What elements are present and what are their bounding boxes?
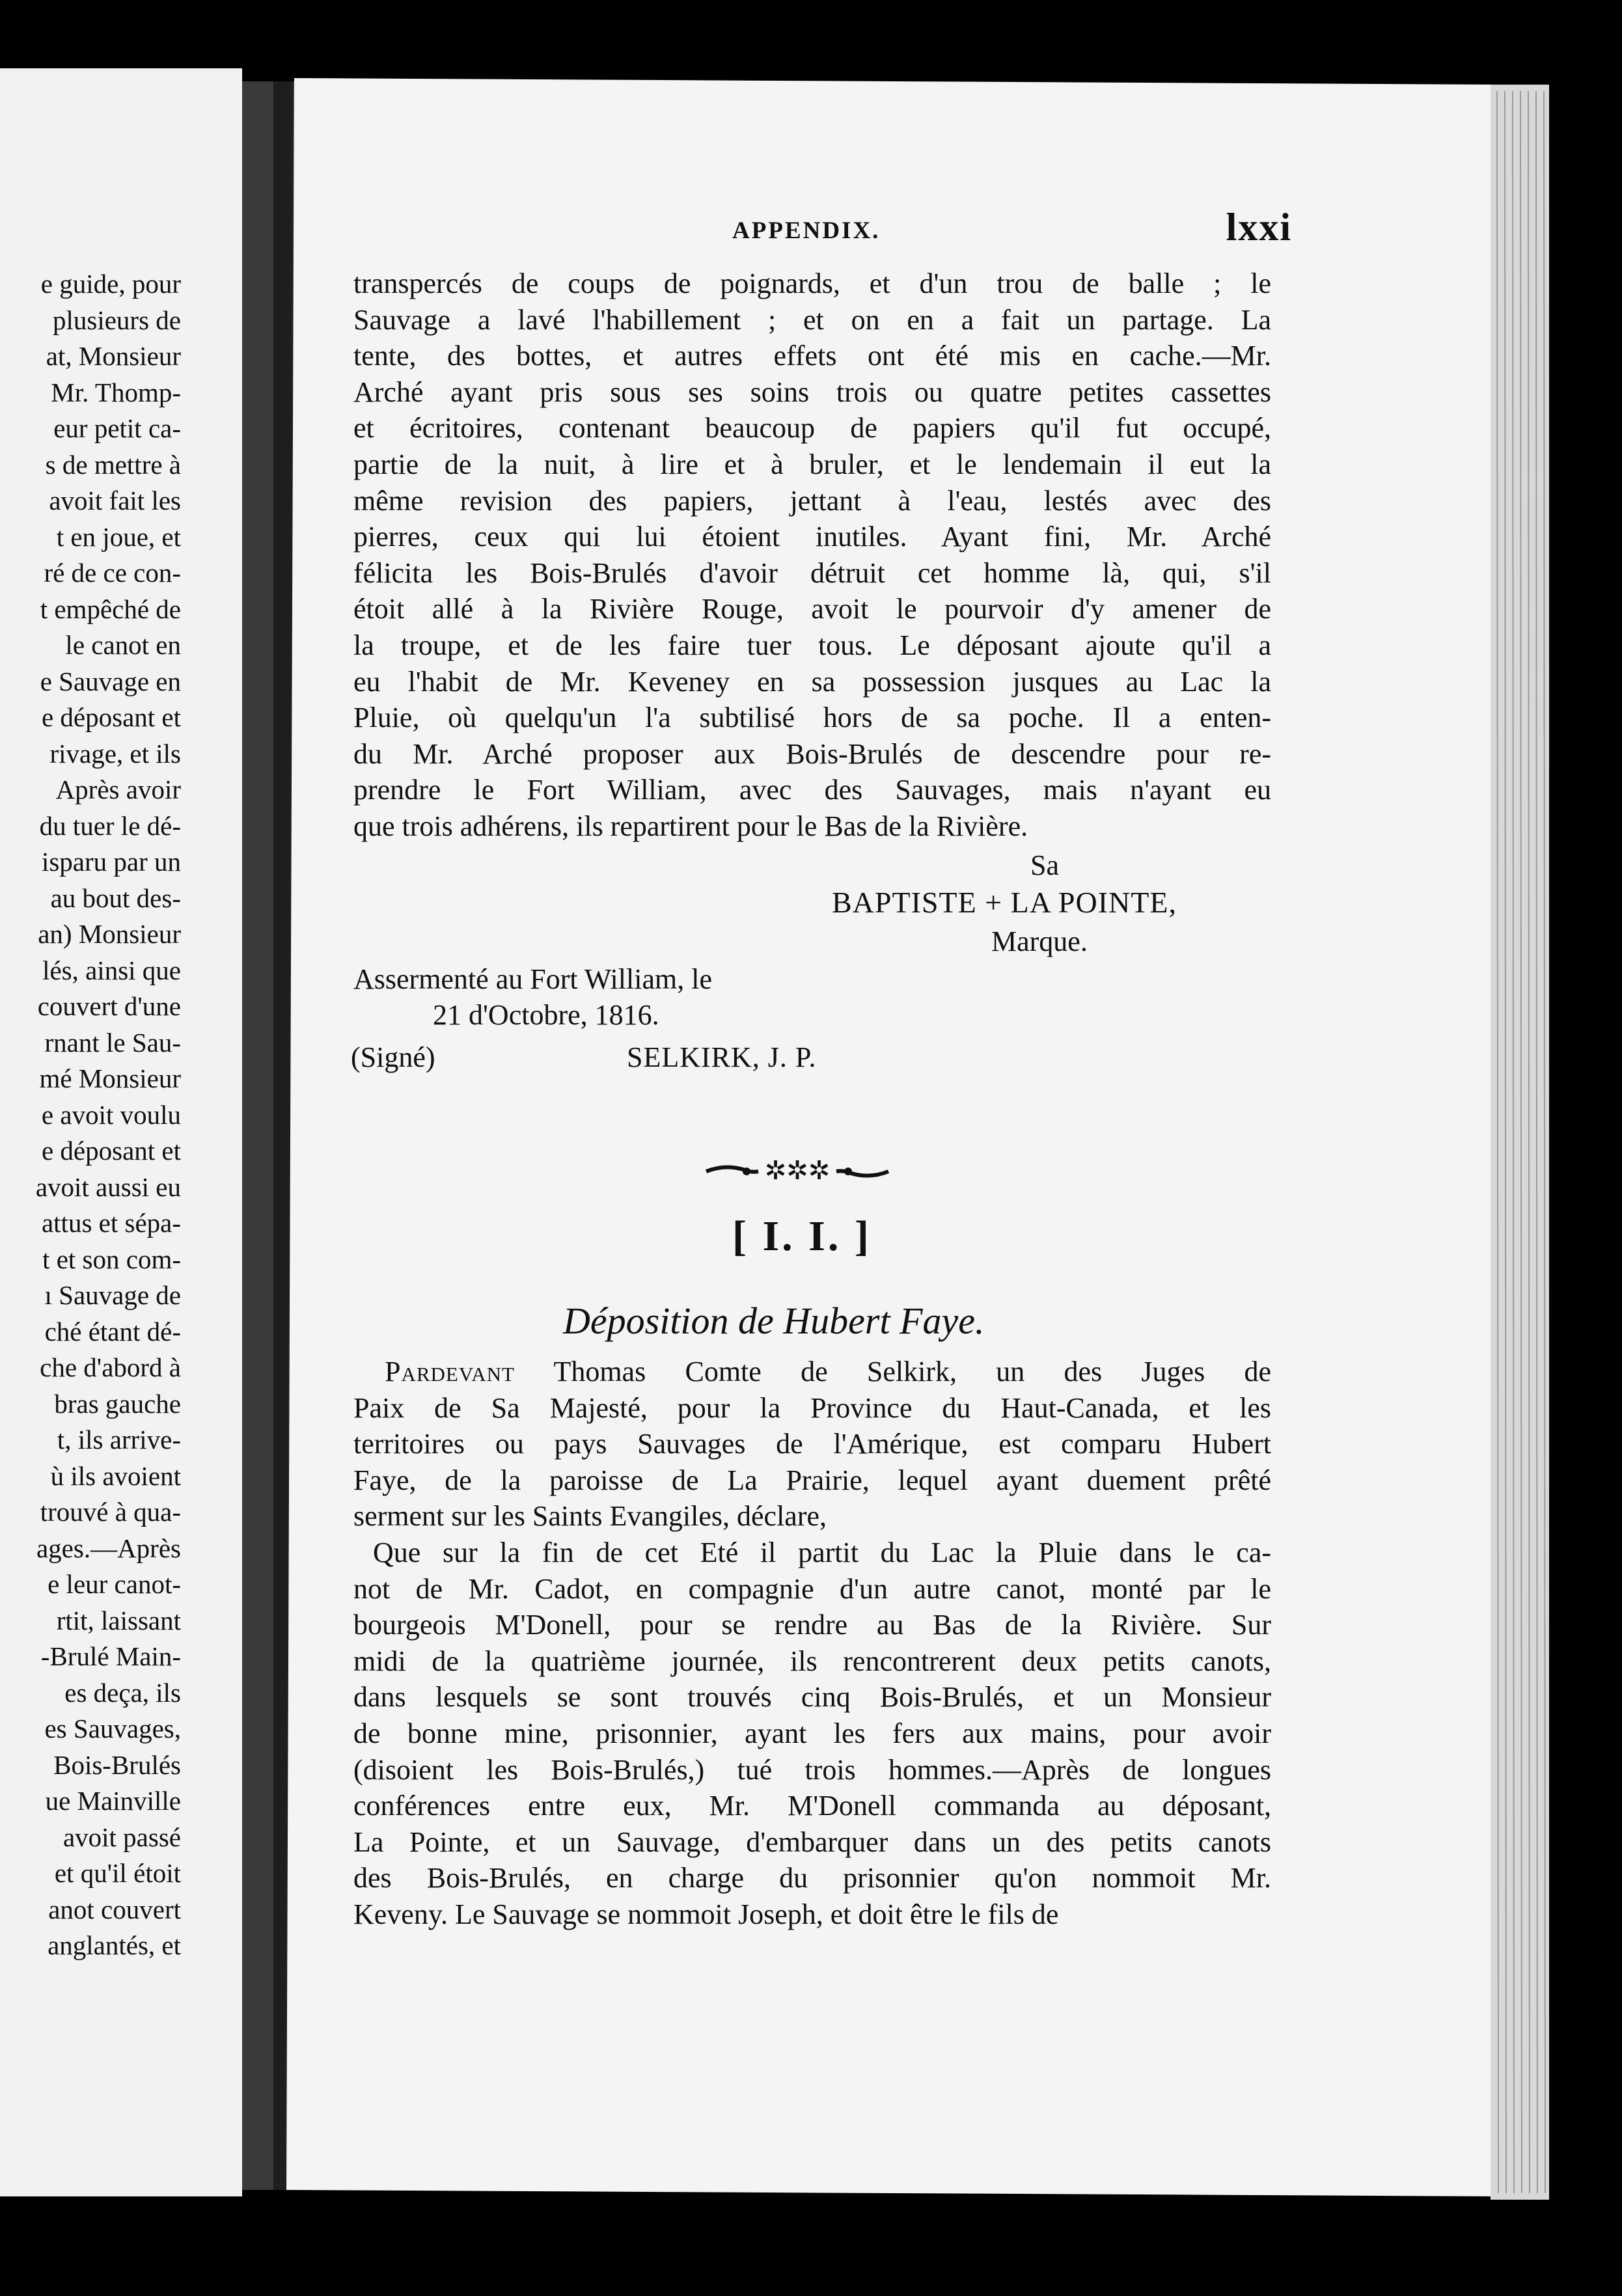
- book-page: [296, 85, 1299, 2187]
- decorative-ornament: [700, 1152, 895, 1191]
- text-line: territoires ou pays Sauvages de l'Amérique, est comparu Hubert: [353, 1428, 1271, 1460]
- left-page-line: e déposant et: [41, 1136, 181, 1166]
- left-page-line: lés, ainsi que: [42, 955, 181, 985]
- text-line: Sauvage a lavé l'habillement ; et on en a fait un partage. La: [353, 303, 1271, 336]
- left-page-line: e guide, pour: [40, 269, 181, 299]
- left-page-line: bras gauche: [54, 1388, 181, 1419]
- left-page-line: ages.—Après: [36, 1533, 181, 1563]
- text-line: midi de la quatrième journée, ils rencontrerent deux petits canots,: [353, 1645, 1271, 1677]
- lead-word: Pardevant: [385, 1356, 515, 1387]
- left-page-line: t, ils arrive-: [57, 1425, 181, 1455]
- text-line: prendre le Fort William, avec des Sauvages, mais n'ayant eu: [353, 774, 1271, 806]
- left-page-line: le canot en: [65, 630, 181, 660]
- text-line: de bonne mine, prisonnier, ayant les fers aux mains, pour avoir: [353, 1717, 1271, 1749]
- deposition-title: Déposition de Hubert Faye.: [563, 1300, 985, 1342]
- left-page-line: Mr. Thomp-: [51, 377, 181, 407]
- left-page-line: couvert d'une: [37, 991, 181, 1021]
- text-line: Paix de Sa Majesté, pour la Province du Haut-Canada, et les: [353, 1391, 1271, 1424]
- page-number: lxxi: [1226, 206, 1292, 249]
- signatory-name: BAPTISTE + LA POINTE,: [832, 886, 1177, 919]
- left-page-line: es deça, ils: [64, 1677, 181, 1708]
- signature-sa: Sa: [1030, 849, 1059, 881]
- paragraph-preamble: [353, 1354, 1271, 1535]
- text-line: que trois adhérens, ils repartirent pour le Bas de la Rivière.: [353, 810, 1028, 842]
- text-line: étoit allé à la Rivière Rouge, avoit le pourvoir d'y amener de: [353, 593, 1271, 625]
- text-line: (disoient les Bois-Brulés,) tué trois hommes.—Après de longues: [353, 1753, 1271, 1786]
- left-page-line: e avoit voulu: [41, 1099, 181, 1130]
- section-number: [ I. I. ]: [732, 1212, 872, 1260]
- sworn-statement-date: 21 d'Octobre, 1816.: [433, 999, 659, 1031]
- left-page-line: t en joue, et: [56, 521, 181, 552]
- left-page-line: ré de ce con-: [44, 558, 181, 588]
- left-page-line: eur petit ca-: [53, 413, 181, 443]
- text-line: Arché ayant pris sous ses soins trois ou quatre petites cassettes: [353, 376, 1271, 408]
- text-line: transpercés de coups de poignards, et d'un trou de balle ; le: [353, 267, 1271, 299]
- left-page-line: e Sauvage en: [40, 666, 181, 696]
- left-page-line: plusieurs de: [53, 305, 181, 335]
- text-line: Que sur la fin de cet Eté il partit du Lac la Pluie dans le ca-: [373, 1537, 1271, 1568]
- left-page-line: Bois-Brulés: [53, 1749, 181, 1780]
- left-page-line: et qu'il étoit: [54, 1858, 181, 1888]
- left-page-line: che d'abord à: [40, 1352, 181, 1382]
- text-line: dans lesquels se sont trouvés cinq Bois-Brulés, et un Monsieur: [353, 1681, 1271, 1714]
- left-page-line: rivage, et ils: [49, 738, 181, 769]
- left-page-line: Après avoir: [55, 774, 181, 804]
- left-page-line: t et son com-: [42, 1244, 181, 1274]
- left-page-line: s de mettre à: [45, 449, 181, 480]
- text-line: not de Mr. Cadot, en compagnie d'un autre canot, monté par le: [353, 1572, 1271, 1605]
- left-page-line: anot couvert: [48, 1894, 181, 1924]
- left-page-line: e leur canot-: [48, 1569, 181, 1599]
- left-page-line: -Brulé Main-: [40, 1641, 181, 1671]
- left-page-line: at, Monsieur: [46, 341, 181, 371]
- text-line: serment sur les Saints Evangiles, déclare,: [353, 1500, 827, 1533]
- text-line-rest: Thomas Comte de Selkirk, un des Juges de: [514, 1356, 1271, 1387]
- svg-text:✲✲✲: ✲✲✲: [764, 1156, 831, 1186]
- left-page-line: t empêché de: [40, 594, 181, 624]
- left-page-line: mé Monsieur: [39, 1063, 181, 1093]
- left-page-line: ù ils avoient: [50, 1460, 181, 1491]
- text-line: Faye, de la paroisse de La Prairie, lequel ayant duement prêté: [353, 1464, 1271, 1496]
- left-page-line: trouvé à qua-: [40, 1497, 181, 1527]
- running-head: [296, 205, 1292, 257]
- text-line: La Pointe, et un Sauvage, d'embarquer dans un des petits canots: [353, 1825, 1271, 1858]
- left-page-line: avoit aussi eu: [35, 1171, 181, 1202]
- signature-mark-label: Marque.: [991, 925, 1088, 957]
- text-line: la troupe, et de les faire tuer tous. Le déposant ajoute qu'il a: [353, 629, 1271, 661]
- left-facing-page: [0, 267, 228, 2011]
- text-line: bourgeois M'Donell, pour se rendre au Bas de la Rivière. Sur: [353, 1609, 1271, 1641]
- text-line: Keveny. Le Sauvage se nommoit Joseph, et doit être le fils de: [353, 1898, 1059, 1930]
- text-line: eu l'habit de Mr. Keveney en sa possession jusques au Lac la: [353, 665, 1271, 698]
- left-page-line: isparu par un: [41, 847, 181, 877]
- left-page-line: rtit, laissant: [56, 1605, 181, 1635]
- left-page-line: anglantés, et: [48, 1930, 181, 1960]
- left-page-line: ı Sauvage de: [44, 1280, 181, 1310]
- left-page-line: du tuer le dé-: [39, 810, 181, 841]
- sworn-statement-line-1: Assermenté au Fort William, le: [353, 963, 712, 995]
- left-page-line: attus et sépa-: [41, 1208, 181, 1238]
- paragraph-lapointe-testimony: [353, 266, 1271, 845]
- text-line: Pluie, où quelqu'un l'a subtilisé hors de sa poche. Il a enten-: [353, 702, 1271, 734]
- left-page-line: avoit fait les: [49, 485, 181, 515]
- text-line: conférences entre eux, Mr. M'Donell commanda au déposant,: [353, 1790, 1271, 1822]
- left-page-line: ue Mainville: [45, 1786, 181, 1816]
- left-page-line: an) Monsieur: [38, 919, 181, 949]
- left-page-line: e déposant et: [41, 702, 181, 732]
- left-page-line: rnant le Sau-: [44, 1027, 181, 1058]
- text-line: tente, des bottes, et autres effets ont été mis en cache.—Mr.: [353, 340, 1271, 372]
- text-line: des Bois-Brulés, en charge du prisonnier qu'on nommoit Mr.: [353, 1862, 1271, 1894]
- left-page-line: au bout des-: [50, 882, 181, 913]
- justice-name: SELKIRK, J. P.: [627, 1041, 817, 1073]
- text-line: pierres, ceux qui lui étoient inutiles. Ayant fini, Mr. Arché: [353, 521, 1271, 553]
- left-page-line: es Sauvages,: [44, 1714, 181, 1743]
- text-line: [353, 1354, 1271, 1390]
- signed-label: (Signé): [351, 1041, 435, 1073]
- paragraph-faye-testimony: [353, 1535, 1271, 1933]
- text-line: du Mr. Arché proposer aux Bois-Brulés de descendre pour re-: [353, 737, 1271, 770]
- left-page-line: ché étant dé-: [44, 1316, 181, 1346]
- text-line: même revision des papiers, jettant à l'eau, lestés avec des: [353, 484, 1271, 517]
- left-page-line: avoit passé: [62, 1822, 181, 1852]
- text-line: félicita les Bois-Brulés d'avoir détruit cet homme là, qui, s'il: [353, 556, 1271, 589]
- text-line: et écritoires, contenant beaucoup de papiers qu'il fut occupé,: [353, 412, 1271, 444]
- text-line: partie de la nuit, à lire et à bruler, et le lendemain il eut la: [353, 448, 1271, 480]
- running-head-title: APPENDIX.: [732, 217, 881, 244]
